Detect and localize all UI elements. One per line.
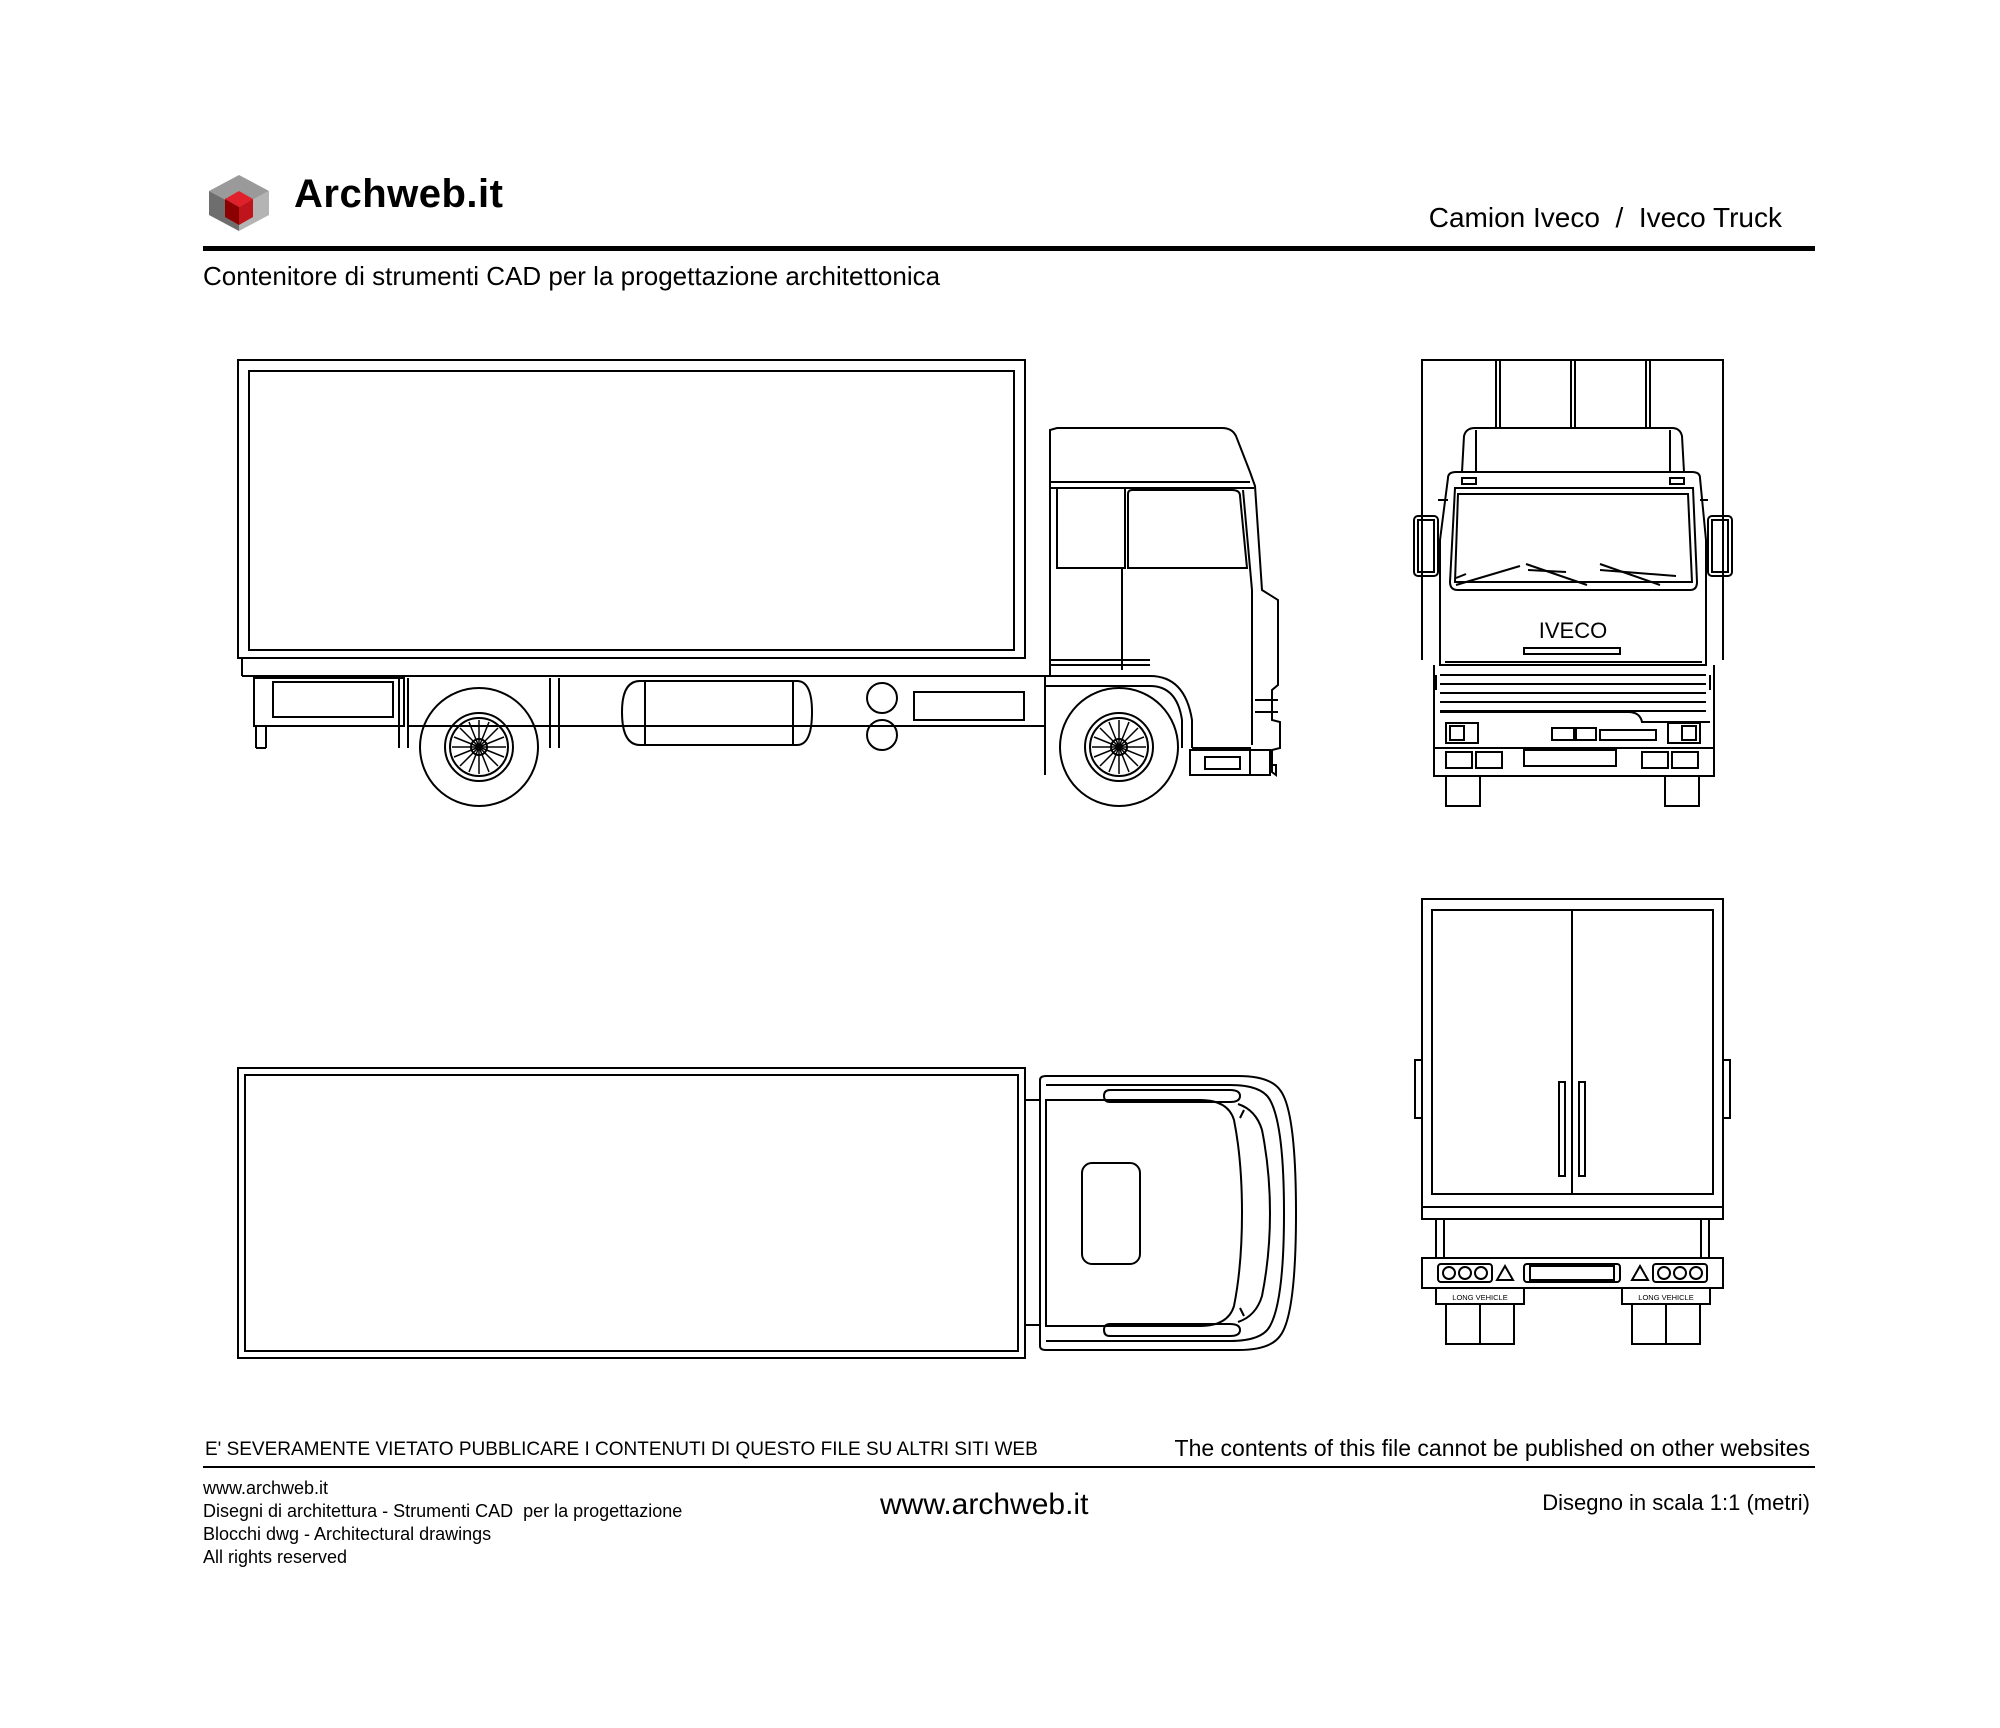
notice-english: The contents of this file cannot be published on other websites <box>1174 1435 1810 1461</box>
front-view <box>1414 360 1732 806</box>
rear-view <box>1415 899 1730 1344</box>
site-url-link[interactable]: www.archweb.it <box>880 1488 1089 1521</box>
subtitle: Contenitore di strumenti CAD per la progettazione architettonica <box>203 261 941 291</box>
brand-name: Archweb.it <box>294 172 504 216</box>
footer-line-rights: All rights reserved <box>203 1547 348 1567</box>
footer-line-disegni: Disegni di architettura - Strumenti CAD per la progettazione <box>203 1501 683 1521</box>
footer-rule <box>203 1466 1815 1468</box>
side-view <box>238 360 1280 806</box>
footer-line-blocchi: Blocchi dwg - Architectural drawings <box>203 1524 492 1544</box>
plate-left-label: LONG VEHICLE <box>1452 1293 1508 1302</box>
iveco-badge: IVECO <box>1538 618 1608 643</box>
notice-italian: E' SEVERAMENTE VIETATO PUBBLICARE I CONTENUTI DI QUESTO FILE SU ALTRI SITI WEB <box>205 1439 1038 1460</box>
footer-line-website: www.archweb.it <box>203 1478 329 1498</box>
plate-right-label: LONG VEHICLE <box>1638 1293 1694 1302</box>
sheet-title: Camion Iveco / Iveco Truck <box>1428 202 1782 233</box>
scale-note: Disegno in scala 1:1 (metri) <box>1542 1490 1810 1515</box>
top-view <box>238 1068 1296 1358</box>
